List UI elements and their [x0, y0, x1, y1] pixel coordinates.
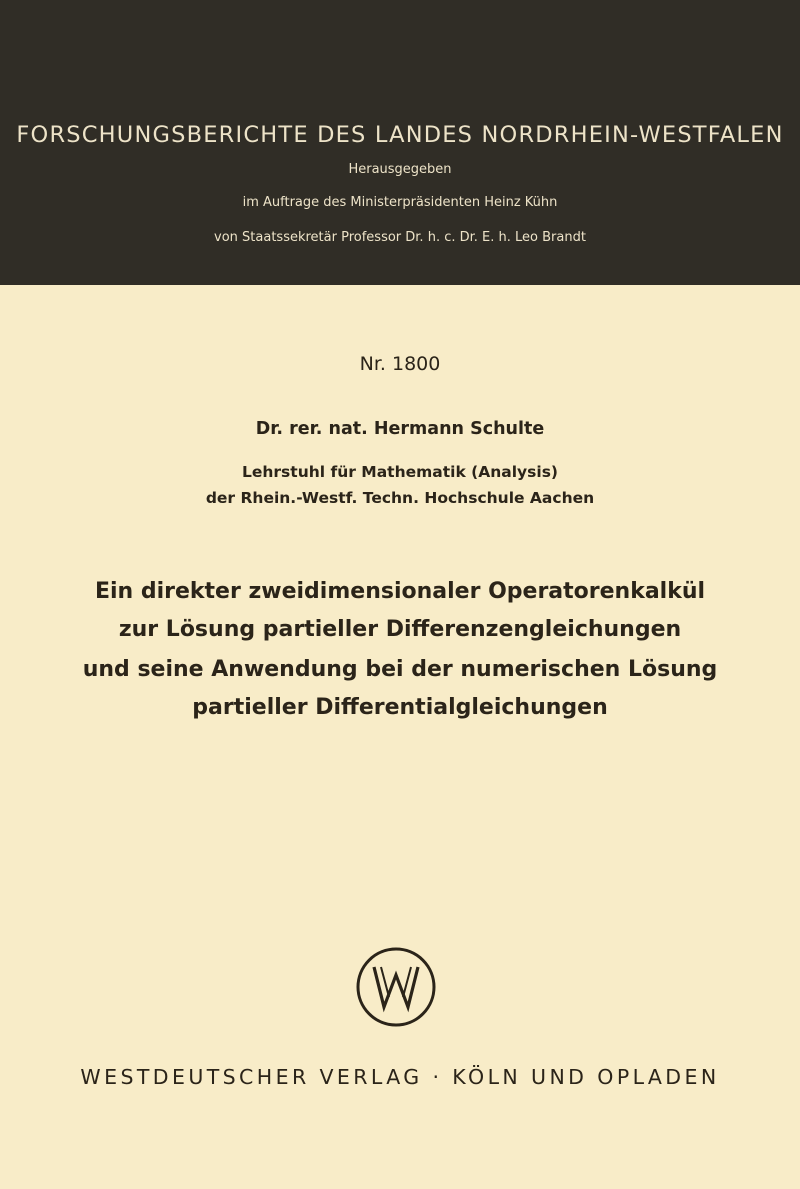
series-title: FORSCHUNGSBERICHTE DES LANDES NORDRHEIN-WESTFALEN — [16, 122, 784, 148]
author-name: Dr. rer. nat. Hermann Schulte — [255, 419, 545, 439]
publisher-imprint: WESTDEUTSCHER VERLAG · KÖLN UND OPLADEN — [80, 1065, 720, 1089]
editor-line: von Staatssekretär Professor Dr. h. c. Dr. E. h. Leo Brandt — [214, 230, 586, 245]
westdeutscher-verlag-w-logo-icon — [354, 945, 438, 1029]
affiliation-line-2: der Rhein.-Westf. Techn. Hochschule Aachen — [205, 489, 595, 507]
published-by-line: Herausgegeben — [348, 162, 452, 177]
book-title-line-3: und seine Anwendung bei der numerischen Lösung — [82, 657, 718, 682]
commissioned-by-line: im Auftrage des Ministerpräsidenten Heinz Kühn — [242, 195, 558, 210]
cover-body — [0, 285, 800, 1189]
book-title-line-1: Ein direkter zweidimensionaler Operatorenkalkül — [94, 579, 706, 604]
series-header-band — [0, 0, 800, 285]
book-title-line-2: zur Lösung partieller Differenzengleichungen — [118, 617, 682, 642]
issue-number: Nr. 1800 — [359, 353, 441, 375]
book-title-line-4: partieller Differentialgleichungen — [192, 695, 608, 720]
affiliation-line-1: Lehrstuhl für Mathematik (Analysis) — [241, 463, 559, 481]
